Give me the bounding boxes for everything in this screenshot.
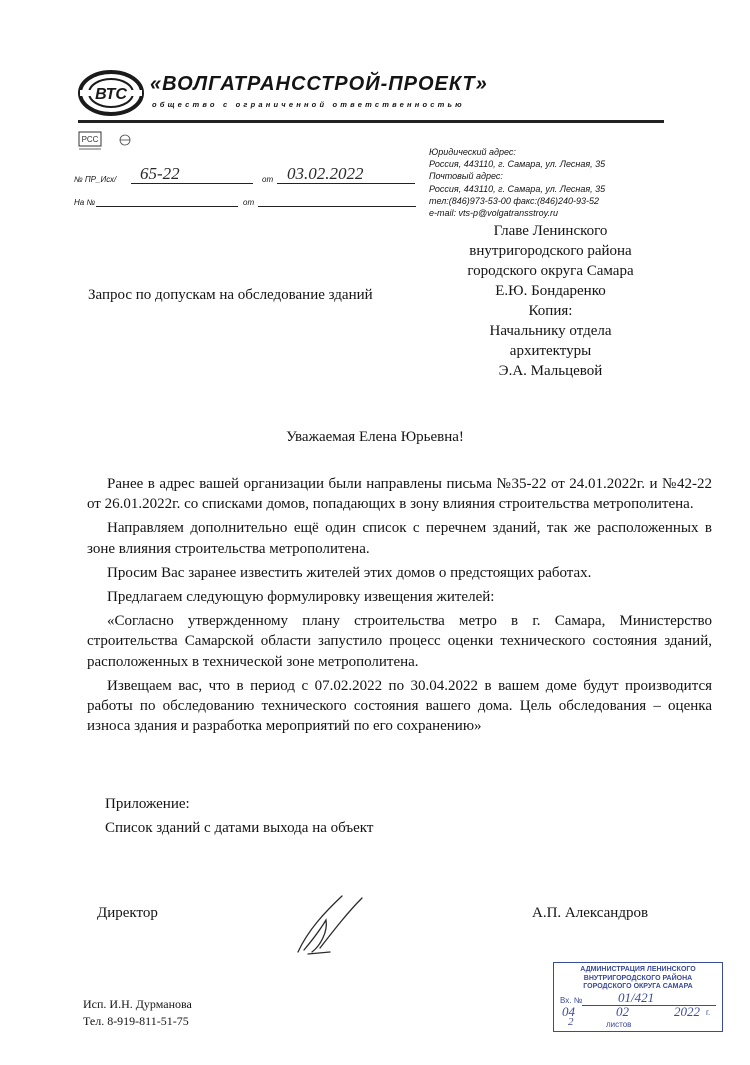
date-label: от (262, 175, 274, 184)
stamp-year-suffix: г. (706, 1008, 711, 1017)
addressee-line: Э.А. Мальцевой (498, 363, 603, 379)
stamp-header-line: ВНУТРИГОРОДСКОГО РАЙОНА (583, 974, 693, 982)
signatory-position: Директор (97, 905, 158, 921)
addressee-line: городского округа Самара (467, 263, 634, 279)
stamp-sheets-label: листов (606, 1020, 632, 1029)
company-name: «ВОЛГАТРАНССТРОЙ-ПРОЕКТ» (150, 73, 488, 95)
email: e-mail: vts-p@volgatransstroy.ru (429, 208, 559, 219)
stamp-in-label: Вх. № (560, 996, 583, 1005)
addressee-line: Начальнику отдела (489, 323, 612, 339)
stamp-in-number: 01/421 (618, 990, 655, 1005)
addressee-block (443, 221, 658, 381)
sender-address (429, 146, 605, 219)
logo-text: ВТС (95, 86, 127, 103)
addressee-line: Е.Ю. Бондаренко (495, 283, 606, 299)
addressee-line: внутригородского района (469, 243, 632, 259)
postal-address: Россия, 443110, г. Самара, ул. Лесная, 35 (429, 183, 606, 194)
reply-date-line (258, 206, 416, 207)
attachment-label: Приложение: (105, 796, 190, 812)
addressee-line: Копия: (528, 303, 573, 319)
reply-label: На № (74, 198, 96, 207)
stamp-month: 02 (616, 1004, 629, 1019)
attachment-block (105, 792, 373, 840)
letterhead-divider (78, 120, 664, 123)
stamp-header (554, 966, 722, 992)
body-paragraph: Извещаем вас, что в период с 07.02.2022 по 30.04.2022 в вашем доме будут производится работы по обследованию технического состояния вашего дома. Цель обследования – оценка износа здания и разработка мероприятий по его сохранению» (87, 677, 712, 735)
reply-number-line (96, 206, 238, 207)
executor-block (83, 996, 192, 1030)
company-subtitle: общество с ограниченной ответственностью (152, 100, 465, 109)
stamp-header-line: ГОРОДСКОГО ОКРУГА САМАРА (583, 983, 693, 990)
outgoing-number: 65-22 (140, 164, 180, 183)
legal-address-label: Юридический адрес: (429, 147, 516, 157)
outgoing-date: 03.02.2022 (287, 164, 364, 183)
handwritten-signature (290, 890, 370, 960)
stamp-header-line: АДМИНИСТРАЦИЯ ЛЕНИНСКОГО (580, 966, 696, 973)
attachment-item: Список зданий с датами выхода на объект (105, 820, 374, 836)
postal-address-label: Почтовый адрес: (429, 171, 503, 182)
body-paragraph: Ранее в адрес вашей организации были направлены письма №35-22 от 24.01.2022г. и №42-22 от 26.01.2022г. со списками домов, попадающих в зону влияния строительства метрополитена. (87, 476, 712, 513)
phone-fax: тел:(846)973-53-00 факс:(846)240-93-52 (429, 195, 600, 206)
cert-text: РСС (81, 135, 99, 144)
greeting: Уважаемая Елена Юрьевна! (286, 429, 464, 445)
body-paragraph: Просим Вас заранее известить жителей этих домов о предстоящих работах. (107, 564, 592, 581)
incoming-stamp (553, 962, 723, 1032)
stamp-year: 2022 (674, 1004, 700, 1019)
outgoing-label: № ПР_Исх/ (74, 175, 117, 184)
body-paragraph: «Согласно утвержденному плану строительства метро в г. Самара, Министерство строительства Самарской области запустило процесс оценки технического состояния зданий, расположенных в технической зоне метрополитена. (87, 613, 712, 670)
body-paragraph: Направляем дополнительно ещё один список с перечнем зданий, так же расположенных в зоне влияния строительства метрополитена. (87, 520, 712, 557)
certification-marks (78, 129, 148, 153)
addressee-line: Главе Ленинского (493, 223, 608, 239)
stamp-sheets-value: 2 (568, 1016, 574, 1028)
legal-address: Россия, 443110, г. Самара, ул. Лесная, 35 (429, 159, 606, 170)
executor-phone: Тел. 8-919-811-51-75 (83, 1014, 189, 1028)
body-paragraph: Предлагаем следующую формулировку извещения жителей: (107, 589, 495, 606)
company-logo (78, 70, 144, 116)
reply-date-label: от (243, 198, 255, 207)
stamp-day: 04 (562, 1004, 575, 1019)
executor-name: Исп. И.Н. Дурманова (83, 997, 192, 1011)
addressee-line: архитектуры (509, 343, 592, 359)
letter-body (87, 474, 712, 740)
signatory-name: А.П. Александров (532, 905, 649, 921)
letter-subject: Запрос по допускам на обследование зданий (88, 287, 373, 303)
